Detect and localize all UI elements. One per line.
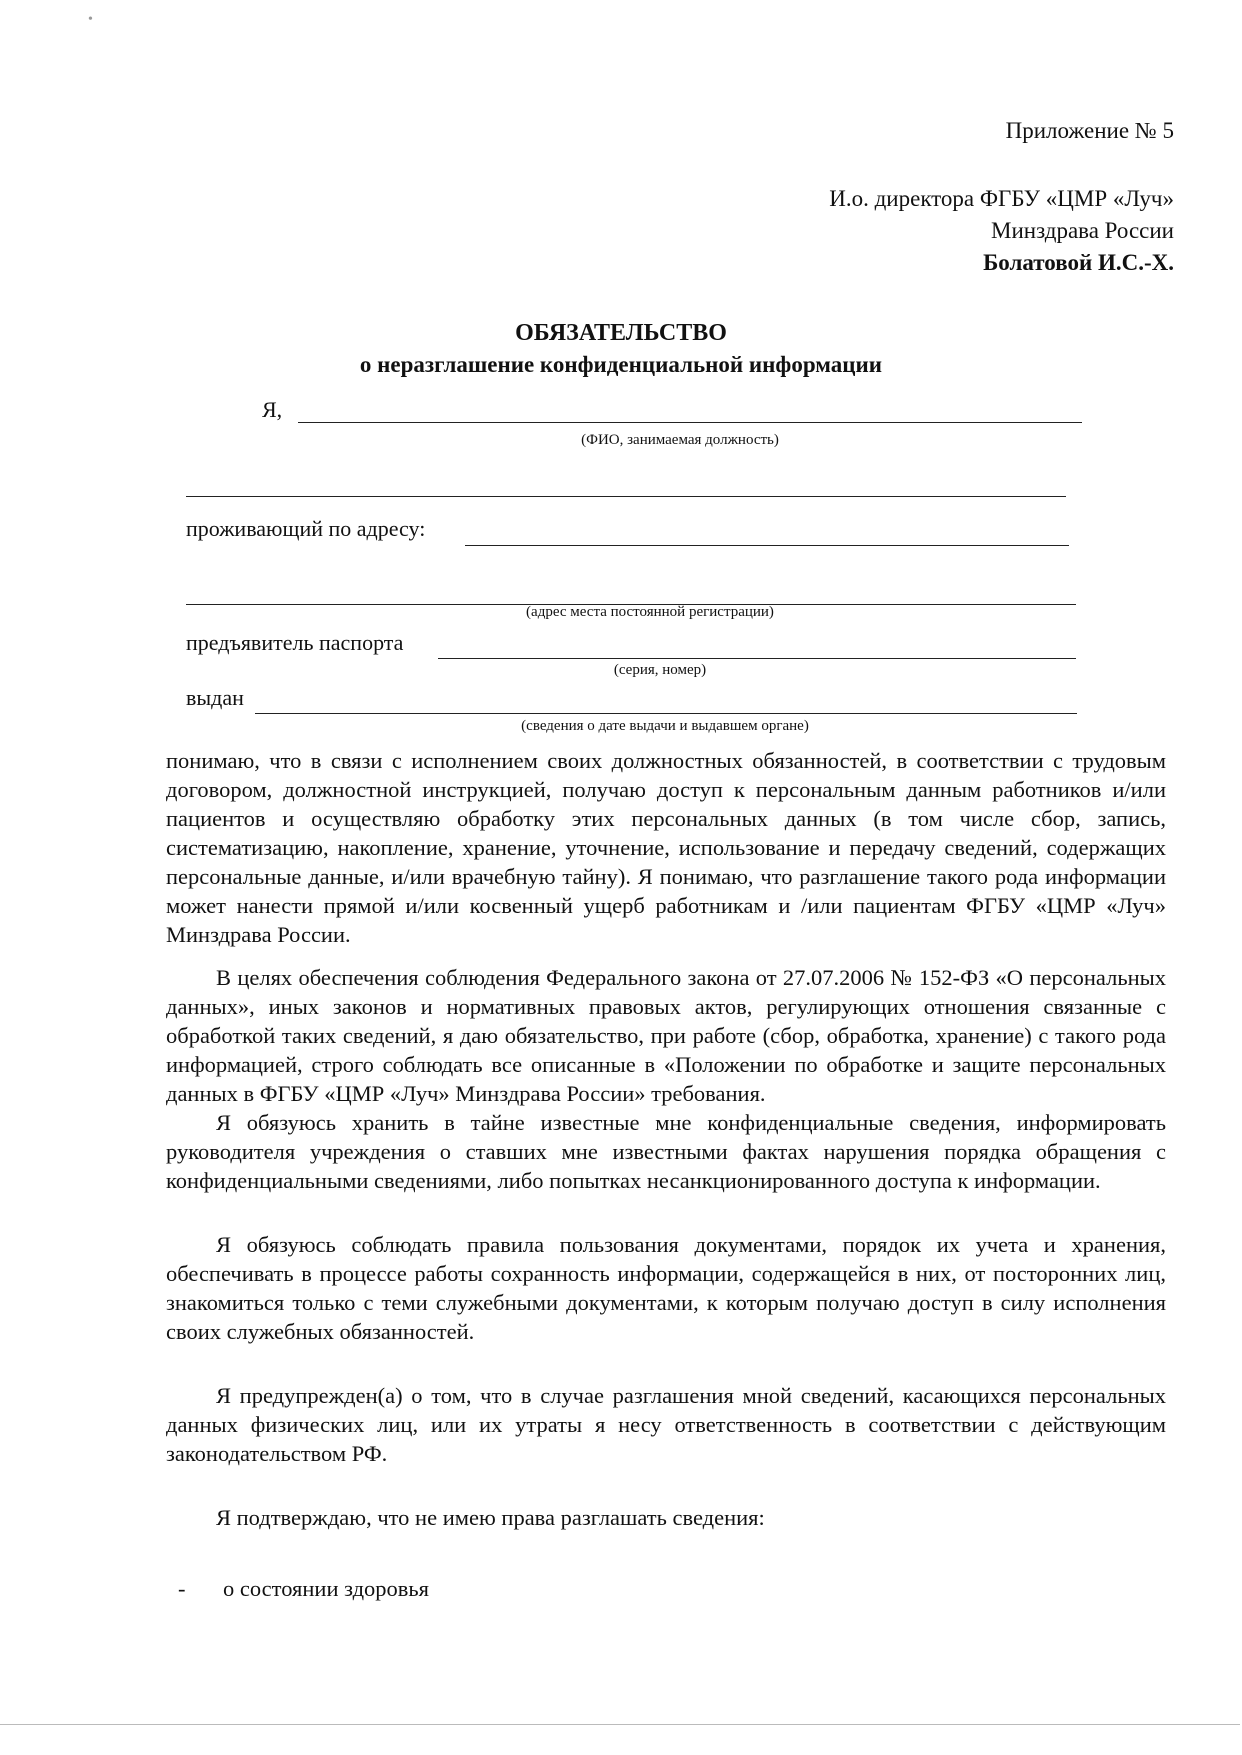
list-item-health: о состоянии здоровья <box>223 1576 430 1601</box>
name-label: Я, <box>262 397 283 422</box>
passport-label: предъявитель паспорта <box>186 630 404 655</box>
address-caption: (адрес места постоянной регистрации) <box>526 604 774 620</box>
paragraph-secrecy: Я обязуюсь хранить в тайне известные мне конфиденциальные сведения, информировать руководителя учреждения о ставших мне известными фактах нарушения порядка обращения с конфиденциальными сведениями, либо попытках несанкционированного доступа к информации. <box>166 1110 1166 1193</box>
list-item <box>178 1574 429 1603</box>
passport-line <box>438 658 1076 659</box>
issued-caption: (сведения о дате выдачи и выдавшем органе) <box>521 718 809 734</box>
paragraph-law: В целях обеспечения соблюдения Федерального закона от 27.07.2006 № 152-ФЗ «О персональных данных», иных законов и нормативных правовых актов, регулирующих отношения связанные с обработкой таких сведений, я даю обязательство, при работе (сбор, обработка, хранение) с такого рода информацией, строго соблюдать все описанные в «Положении по обработке и защите персональных данных в ФГБУ «ЦМР «Луч» Минздрава России» требования. <box>166 965 1166 1106</box>
body-text <box>166 746 1166 1532</box>
passport-caption: (серия, номер) <box>613 662 707 678</box>
paragraph-documents: Я обязуюсь соблюдать правила пользования документами, порядок их учета и хранения, обеспечивать в процессе работы сохранность информации, содержащейся в них, от посторонних лиц, знакомиться только с теми служебными документами, к которым получаю доступ в силу исполнения своих служебных обязанностей. <box>166 1232 1166 1344</box>
address-line <box>465 545 1069 546</box>
addressee-ministry: Минздрава России <box>991 218 1174 243</box>
name-line <box>298 422 1082 423</box>
issued-label: выдан <box>186 685 244 710</box>
list-dash: - <box>178 1576 186 1601</box>
document-title: ОБЯЗАТЕЛЬСТВО <box>515 320 727 346</box>
paragraph-responsibility: Я предупрежден(а) о том, что в случае разглашения мной сведений, касающихся персональных данных физических лиц, или их утраты я несу ответственность в соответствии с действующим законодательством РФ. <box>166 1383 1166 1466</box>
addressee-name: Болатовой И.С.-Х. <box>983 250 1174 275</box>
scan-edge-line <box>0 1724 1240 1725</box>
name-caption: (ФИО, занимаемая должность) <box>581 432 779 448</box>
addressee-position: И.о. директора ФГБУ «ЦМР «Луч» <box>829 186 1174 211</box>
paragraph-access: понимаю, что в связи с исполнением своих должностных обязанностей, в соответствии с трудовым договором, должностной инструкцией, получаю доступ к персональным данным работников и/или пациентов и осуществляю обработку этих персональных данных (в том числе сбор, запись, систематизацию, накопление, хранение, уточнение, использование и передачу сведений, содержащих персональные данные, и/или врачебную тайну). Я понимаю, что разглашение такого рода информации может нанести прямой и/или косвенный ущерб работникам и /или пациентам ФГБУ «ЦМР «Луч» Минздрава России. <box>166 748 1166 947</box>
name-continuation-line <box>186 496 1066 497</box>
scan-speck-icon: • <box>88 12 93 27</box>
document-subtitle: о неразглашение конфиденциальной информации <box>359 352 883 377</box>
issued-line <box>255 713 1077 714</box>
address-label: проживающий по адресу: <box>186 516 426 541</box>
appendix-number: Приложение № 5 <box>1005 118 1174 143</box>
paragraph-confirmation: Я подтверждаю, что не имею права разглашать сведения: <box>216 1505 765 1530</box>
addressee-block <box>829 183 1174 279</box>
